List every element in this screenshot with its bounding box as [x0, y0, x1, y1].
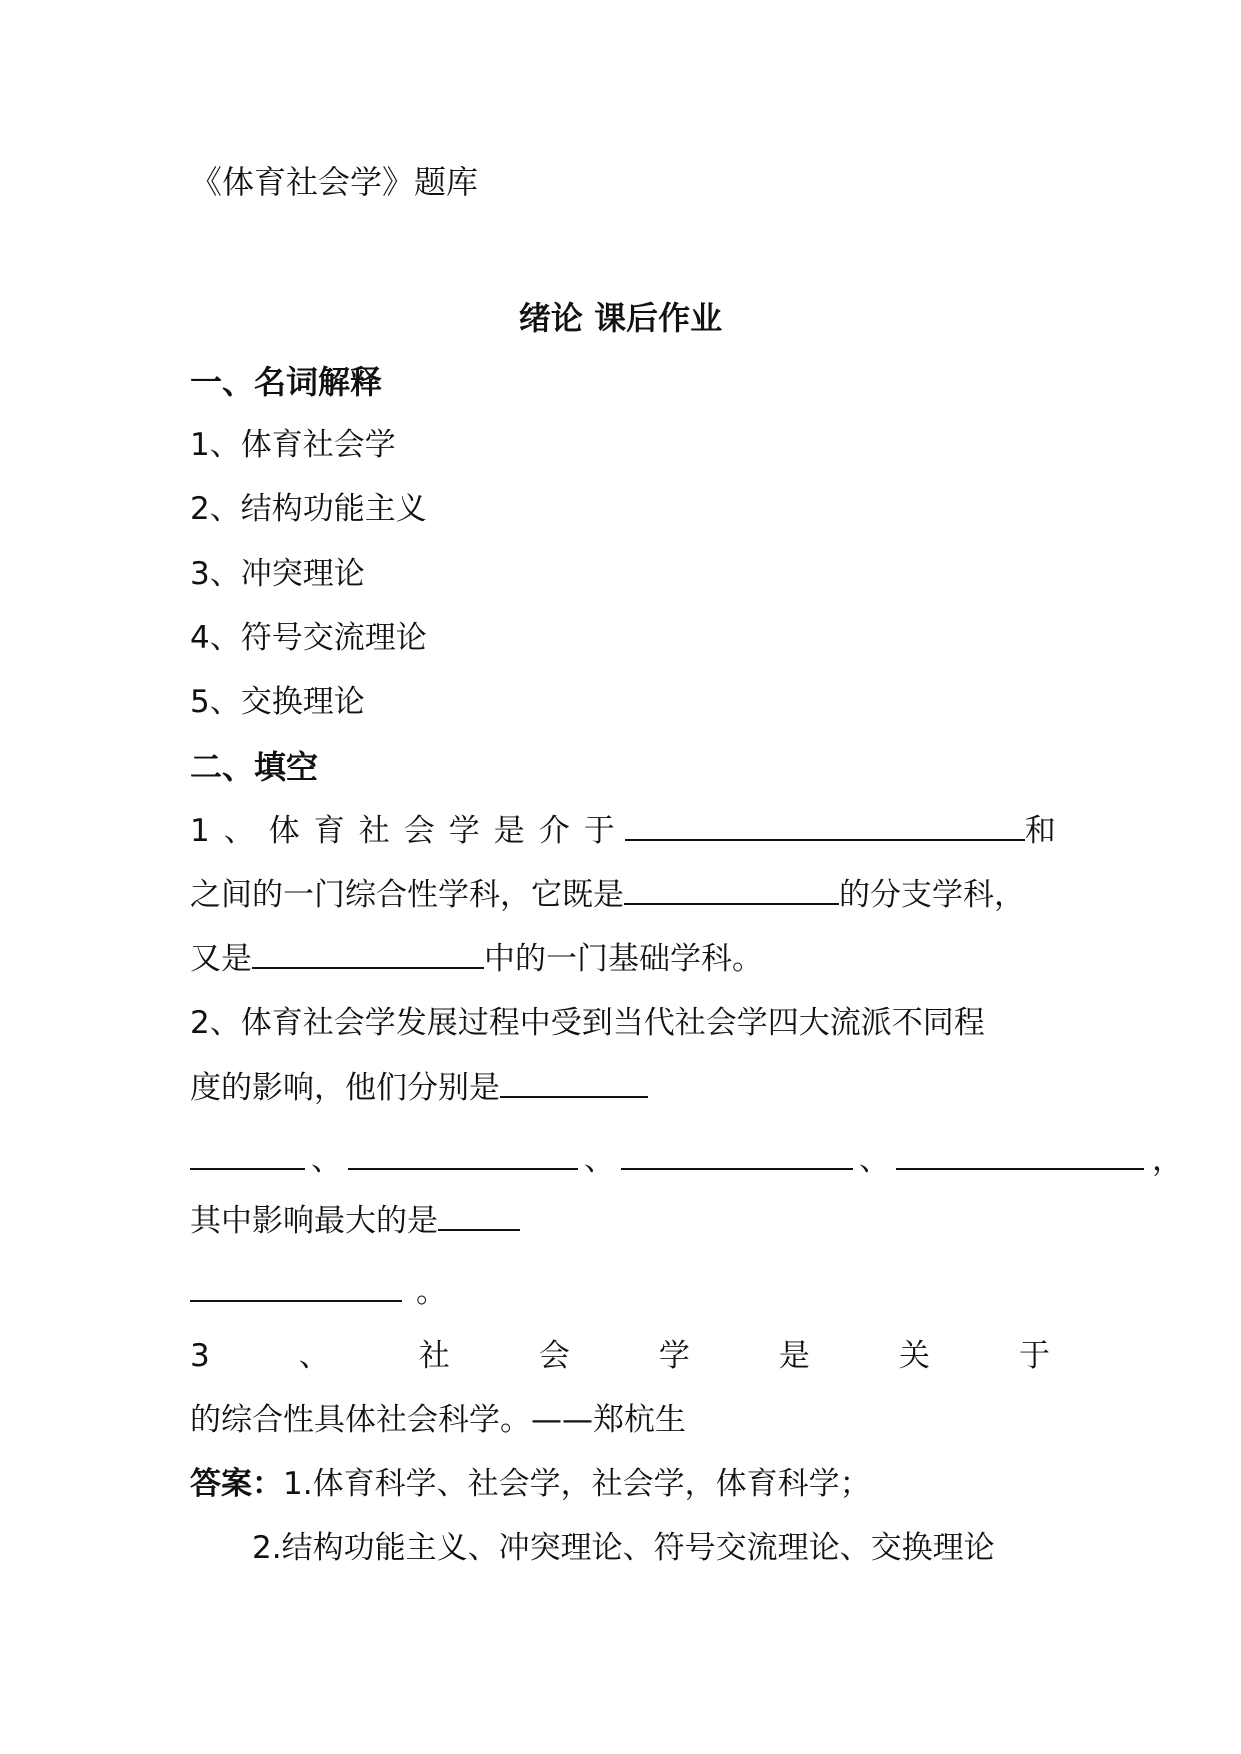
answer-blank[interactable] [625, 811, 1025, 841]
section-heading-terms: 一、名词解释 [190, 363, 383, 401]
q3-char: 社 [418, 1338, 450, 1374]
separator: 、 [584, 1142, 615, 1178]
separator: 、 [859, 1142, 890, 1178]
separator: 、 [311, 1142, 342, 1178]
q3-char: 关 [898, 1338, 930, 1374]
answer-blank[interactable] [190, 1272, 402, 1302]
term-item: 4、符号交流理论 [190, 620, 427, 656]
answer-blank[interactable] [896, 1140, 1144, 1170]
chapter-heading: 绪论 课后作业 [518, 299, 723, 337]
q2-text: 其中影响最大的是 [190, 1203, 438, 1239]
q1-text: 之间的一门综合性学科，它既是 [190, 877, 624, 913]
term-item: 5、交换理论 [190, 684, 365, 720]
answer-blank[interactable] [500, 1068, 648, 1098]
fill-question-3-line2: 的综合性具体社会科学。——郑杭生 [190, 1402, 686, 1438]
answer-blank[interactable] [190, 1140, 305, 1170]
answer-blank[interactable] [621, 1140, 853, 1170]
fill-question-1-line3 [190, 939, 763, 979]
document-title: 《体育社会学》题库 [190, 163, 479, 201]
term-item: 2、结构功能主义 [190, 491, 427, 527]
answer-blank[interactable] [252, 939, 484, 969]
q1-text: 的分支学科， [839, 877, 1025, 913]
term-item: 3、冲突理论 [190, 556, 365, 592]
answer-blank[interactable] [624, 875, 839, 905]
fill-question-2-line1: 2、体育社会学发展过程中受到当代社会学四大流派不同程 [190, 1005, 985, 1041]
q3-char: 、 [298, 1338, 330, 1374]
comma: ， [1152, 1142, 1183, 1178]
fill-question-1-line1 [190, 811, 1056, 851]
q1-prefix: 1、体育社会学是介于 [190, 813, 629, 849]
section-heading-fill: 二、填空 [190, 748, 319, 786]
answer-blank[interactable] [438, 1201, 520, 1231]
answers-line2: 2.结构功能主义、冲突理论、符号交流理论、交换理论 [252, 1530, 995, 1566]
q3-char: 于 [1018, 1338, 1050, 1374]
q3-char: 学 [658, 1338, 690, 1374]
period: 。 [416, 1274, 447, 1310]
fill-question-2-line3 [190, 1140, 1183, 1180]
q1-text: 中的一门基础学科。 [484, 941, 763, 977]
fill-question-2-line4 [190, 1201, 520, 1241]
q2-text: 度的影响，他们分别是 [190, 1070, 500, 1106]
fill-question-2-line2 [190, 1068, 648, 1108]
fill-question-2-line5 [190, 1272, 447, 1312]
answer-blank[interactable] [348, 1140, 578, 1170]
answers-line1 [190, 1464, 871, 1504]
answers-label: 答案： [190, 1466, 283, 1502]
q3-char: 会 [538, 1338, 570, 1374]
q3-char: 3 [190, 1338, 210, 1374]
fill-question-1-line2 [190, 875, 1025, 915]
term-item: 1、体育社会学 [190, 427, 396, 463]
q3-char: 是 [778, 1338, 810, 1374]
fill-question-3-line1 [190, 1336, 1050, 1376]
q1-conjunction: 和 [1024, 813, 1056, 849]
q1-text: 又是 [190, 941, 252, 977]
answer-text: 1.体育科学、社会学，社会学，体育科学； [283, 1466, 871, 1502]
